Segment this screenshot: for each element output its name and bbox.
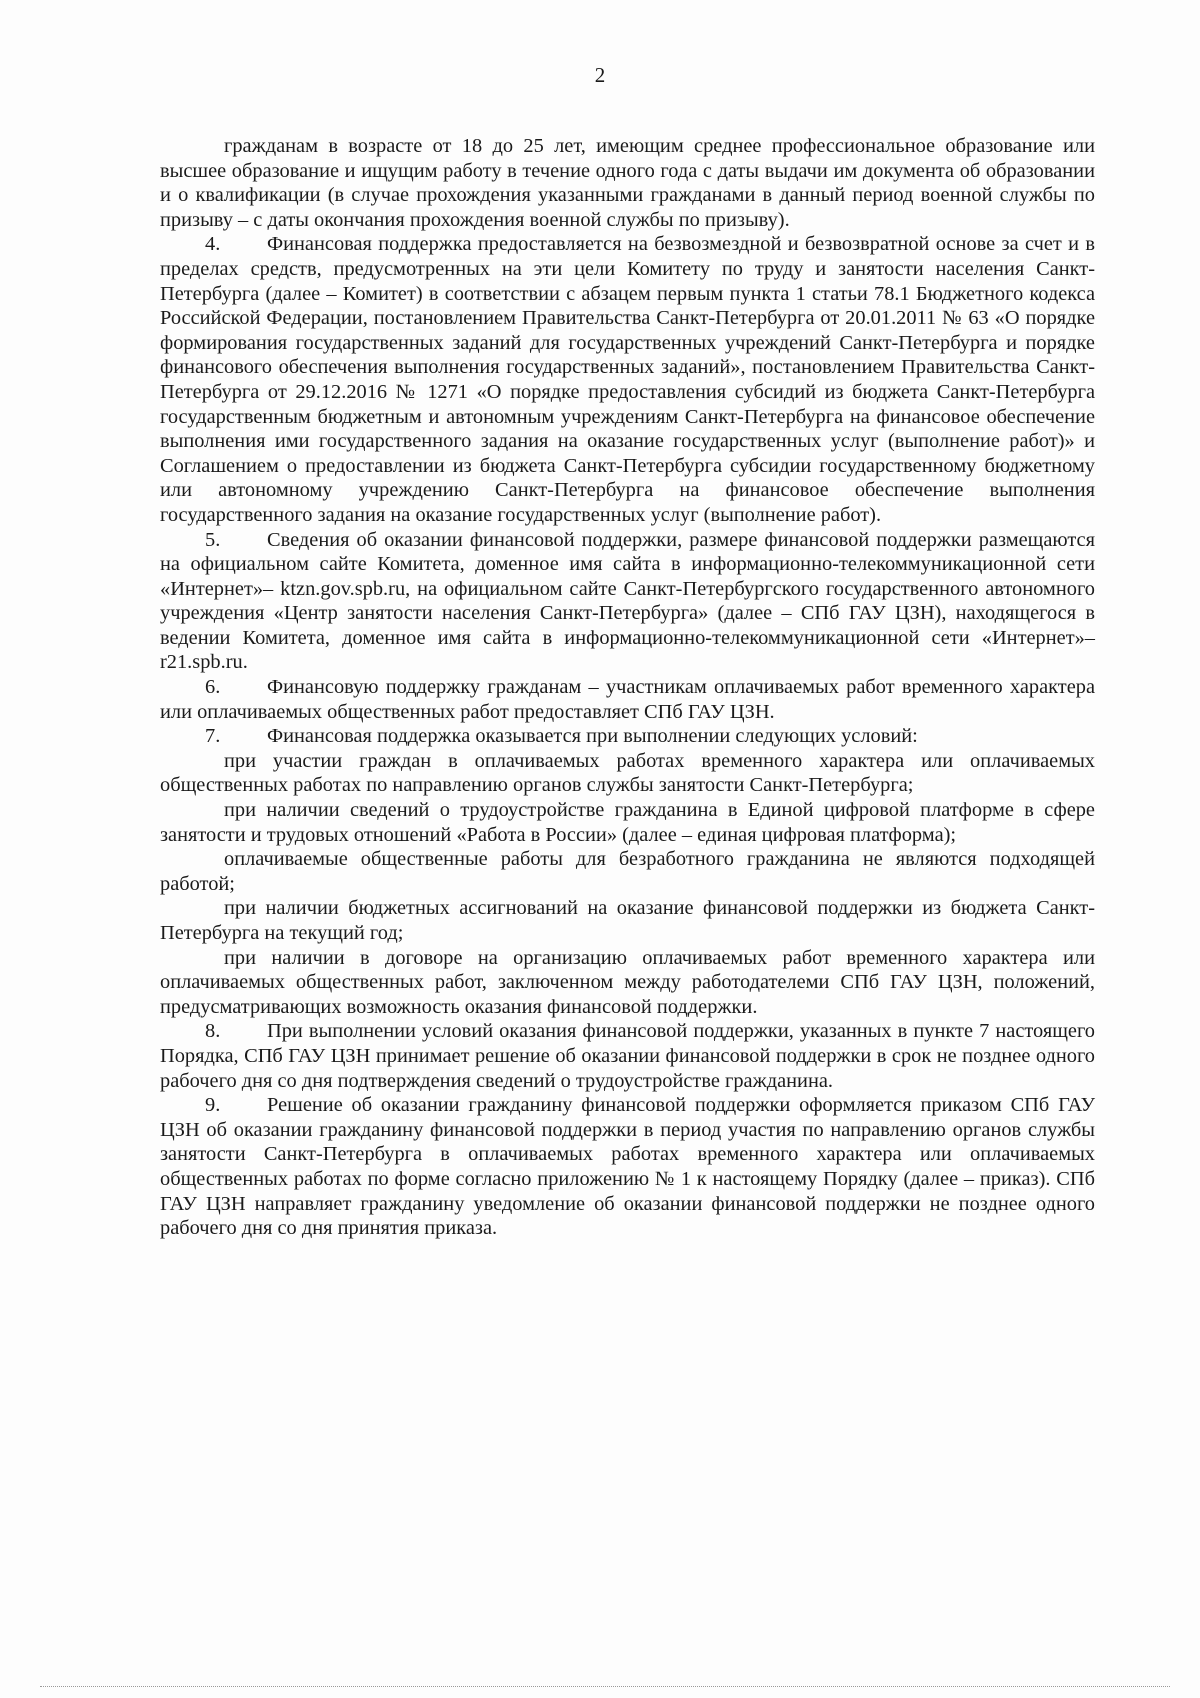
paragraph-text: Сведения об оказании финансовой поддержки, размере финансовой поддержки размещаются на официальном сайте Комитета, доменное имя сайта в информационно-телекоммуникационной сети «Интернет»– ktzn.gov.spb.ru, на официальном сайте Санкт-Петербургского государственного автономного учреждения «Центр занятости населения Санкт-Петербурга» (далее – СПб ГАУ ЦЗН), находящегося в ведении Комитета, доменное имя сайта в информационно-телекоммуникационной сети «Интернет»– r21.spb.ru.: [160, 528, 1095, 674]
item-number: 4.: [205, 233, 221, 256]
paragraph-item-6: [160, 675, 1095, 724]
item-number: 7.: [205, 725, 221, 748]
document-body: [160, 134, 1095, 1241]
paragraph-text: оплачиваемые общественные работы для безработного гражданина не являются подходящей работой;: [160, 848, 1095, 895]
paragraph-text: Финансовую поддержку гражданам – участникам оплачиваемых работ временного характера или оплачиваемых общественных работ предоставляет СПб ГАУ ЦЗН.: [160, 676, 1095, 723]
paragraph-text: Финансовая поддержка оказывается при выполнении следующих условий:: [267, 725, 918, 748]
condition-paragraph: [160, 946, 1095, 1020]
paragraph-item-9: [160, 1093, 1095, 1241]
scan-edge-line: [40, 1686, 1170, 1687]
paragraph-item-4: [160, 232, 1095, 527]
item-number: 5.: [205, 528, 221, 551]
item-number: 6.: [205, 676, 221, 699]
paragraph-text: при наличии в договоре на организацию оплачиваемых работ временного характера или оплачиваемых общественных работ, заключенном между работодателеми СПб ГАУ ЦЗН, положений, предусматривающих возможность оказания финансовой поддержки.: [160, 946, 1095, 1018]
paragraph-item-5: [160, 528, 1095, 676]
paragraph-text: Решение об оказании гражданину финансовой поддержки оформляется приказом СПб ГАУ ЦЗН об оказании гражданину финансовой поддержки в период участия по направлению органов службы занятости Санкт-Петербурга в оплачиваемых работах временного характера или оплачиваемых общественных работах по форме согласно приложению № 1 к настоящему Порядку (далее – приказ). СПб ГАУ ЦЗН направляет гражданину уведомление об оказании финансовой поддержки не позднее одного рабочего дня со дня принятия приказа.: [160, 1094, 1095, 1240]
page-number: 2: [594, 63, 606, 87]
condition-paragraph: [160, 896, 1095, 945]
item-number: 8.: [205, 1020, 221, 1043]
paragraph-item-7: [160, 724, 1095, 749]
paragraph-text: гражданам в возрасте от 18 до 25 лет, имеющим среднее профессиональное образование или высшее образование и ищущим работу в течение одного года с даты выдачи им документа об образовании и о квалификации (в случае прохождения указанными гражданами в данный период военной службы по призыву – с даты окончания прохождения военной службы по призыву).: [160, 135, 1095, 231]
paragraph-continuation: [160, 134, 1095, 232]
paragraph-text: при наличии сведений о трудоустройстве гражданина в Единой цифровой платформе в сфере занятости и трудовых отношений «Работа в России» (далее – единая цифровая платформа);: [160, 799, 1095, 846]
condition-paragraph: [160, 798, 1095, 847]
condition-paragraph: [160, 847, 1095, 896]
paragraph-text: Финансовая поддержка предоставляется на безвозмездной и безвозвратной основе за счет и в пределах средств, предусмотренных на эти цели Комитету по труду и занятости населения Санкт-Петербурга (далее – Комитет) в соответствии с абзацем первым пункта 1 статьи 78.1 Бюджетного кодекса Российской Федерации, постановлением Правительства Санкт-Петербурга от 20.01.2011 № 63 «О порядке формирования государственных заданий для государственных учреждений Санкт-Петербурга и порядке финансового обеспечения выполнения государственных заданий», постановлением Правительства Санкт-Петербурга от 29.12.2016 № 1271 «О порядке предоставления субсидий из бюджета Санкт-Петербурга государственным бюджетным и автономным учреждениям Санкт-Петербурга на финансовое обеспечение выполнения ими государственного задания на оказание государственных услуг (выполнение работ)» и Соглашением о предоставлении из бюджета Санкт-Петербурга субсидии государственному бюджетному или автономному учреждению Санкт-Петербурга на финансовое обеспечение выполнения государственного задания на оказание государственных услуг (выполнение работ).: [160, 233, 1095, 526]
condition-paragraph: [160, 749, 1095, 798]
item-number: 9.: [205, 1094, 221, 1117]
paragraph-item-8: [160, 1019, 1095, 1093]
paragraph-text: при наличии бюджетных ассигнований на оказание финансовой поддержки из бюджета Санкт-Петербурга на текущий год;: [160, 897, 1095, 944]
paragraph-text: при участии граждан в оплачиваемых работах временного характера или оплачиваемых общественных работах по направлению органов службы занятости Санкт-Петербурга;: [160, 749, 1095, 797]
paragraph-text: При выполнении условий оказания финансовой поддержки, указанных в пункте 7 настоящего Порядка, СПб ГАУ ЦЗН принимает решение об оказании финансовой поддержки в срок не позднее одного рабочего дня со дня подтверждения сведений о трудоустройстве гражданина.: [160, 1020, 1095, 1092]
